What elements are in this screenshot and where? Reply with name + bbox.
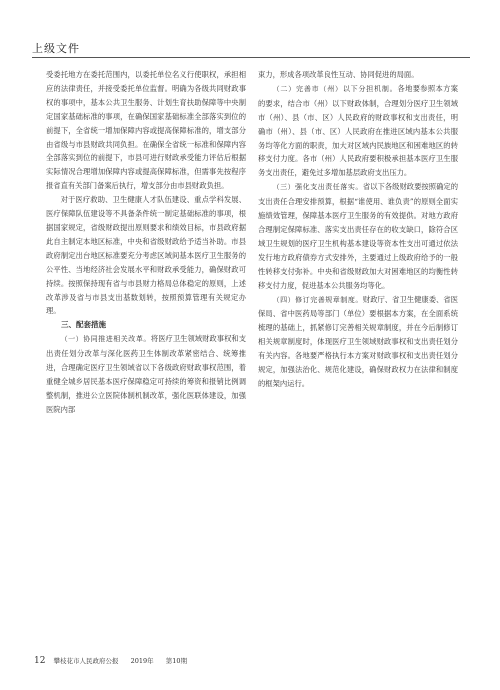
subheading-regulations: （四）修订完善规章制度。 (272, 295, 363, 304)
paragraph-regulations (258, 293, 458, 391)
page-number: 12 (34, 656, 46, 666)
text-sharing-mechanism: 各地要参照本方案的要求，结合市（州）以下财政体制，合理划分医疗卫生领域市（州）、县（市、区）人民政府的财政事权和支出责任，明确市（州）、县（市、区）人民政府在推进区域内基本公共服务均等化方面的职责，加大对区域内民族地区和困难地区的转移支付力度。各市（州）人民政府要积极承担基本医疗卫生服务支出责任，避免过多增加基层政府支出压力。 (258, 83, 458, 178)
document-header: 上级文件 (32, 42, 80, 55)
page-footer (34, 656, 197, 666)
left-column (46, 68, 246, 417)
publication-name: 攀枝花市人民政府公报 (53, 657, 119, 665)
header-rule (32, 57, 470, 58)
paragraph-expenditure-responsibility (258, 180, 458, 292)
subheading-sharing-mechanism: （二）完善市（州）以下分担机制。 (272, 84, 398, 93)
subheading-coordinate-reform: （一）协同推进相关改革。 (60, 335, 151, 344)
publication-issue: 第10期 (165, 657, 188, 665)
paragraph-coordinate-reform (46, 332, 246, 416)
subheading-expenditure-responsibility: （三）强化支出责任落实。 (272, 183, 363, 192)
paragraph-continuation: 受委托地方在委托范围内，以委托单位名义行使职权，承担相应的法律责任，并接受委托单位监督。明确为各级共同财政事权的事项中，基本公共卫生服务、计划生育扶助保障等中央制定国家基础标准的事项，在确保国家基础标准全部落实到位的前提下，全省统一增加保障内容或提高保障标准的，增支部分由省级与市县财政共同负担。在确保全省统一标准和保障内容全部落实到位的前提下，市县可进行财政承受能力评估后根据实际情况合理增加保障内容或提高保障标准，但需事先按程序报省直有关部门备案后执行，增支部分由市县财政负担。 (46, 70, 246, 191)
text-coordinate-reform: 将医疗卫生领域财政事权和支出责任划分改革与深化医药卫生体制改革紧密结合、统筹推进，合理确定医疗卫生领域省以下各级政府财政事权范围，着重健全城乡居民基本医疗保障稳定可持续的筹资和报销比例调整机制，推进公立医院体制机制改革，强化医联体建设，加强医院内部 (46, 334, 247, 414)
section-heading-measures: 三、配套措施 (61, 320, 106, 330)
text-regulations: 财政厅、省卫生健康委、省医保局、省中医药局等部门（单位）要根据本方案，在全面系统梳理的基础上，抓紧修订完善相关规章制度，并在今后制修订相关规章制度时，体现医疗卫生领域财政事权和支出责任划分有关内容。各地要严格执行本方案对财政事权和支出责任划分规定，加强法治化、规范化建设，确保财政权力在法律和制度的框架内运行。 (258, 294, 459, 388)
paragraph-continuation-right: 束力，形成各项改革良性互动、协同促进的局面。 (258, 70, 419, 79)
publication-year: 2019年 (130, 657, 154, 665)
paragraph-sharing-mechanism (258, 82, 458, 180)
right-column (258, 68, 458, 391)
text-expenditure-responsibility: 省以下各级财政要按照确定的支出责任合理安排预算，根据“谁使用、谁负责”的原则全面实施绩效管理，保障基本医疗卫生服务的有效提供。对地方政府合理制定保障标准、落实支出责任存在的收支缺口，除符合区域卫生规划的医疗卫生机构基本建设等资本性支出可通过依法发行地方政府债券方式安排外，主要通过上级政府给予的一般性转移支付弥补。中央和省级财政加大对困难地区的均衡性转移支付力度，促进基本公共服务均等化。 (258, 182, 459, 290)
paragraph-standards: 对于医疗救助、卫生健康人才队伍建设、重点学科发展、医疗保障队伍建设等不具备条件统一制定基础标准的事项，根据国家规定，省级财政提出原则要求和绩效目标，市县政府据此自主制定本地区标准，中央和省级财政给予适当补助。市县政府制定出台地区标准要充分考虑区域间基本医疗卫生服务的公平性、当地经济社会发展水平和财政承受能力，确保财政可持续。按照保持现有省与市县财力格局总体稳定的原则，上述改革涉及省与市县支出基数划转，按照预算管理有关规定办理。 (46, 195, 246, 316)
